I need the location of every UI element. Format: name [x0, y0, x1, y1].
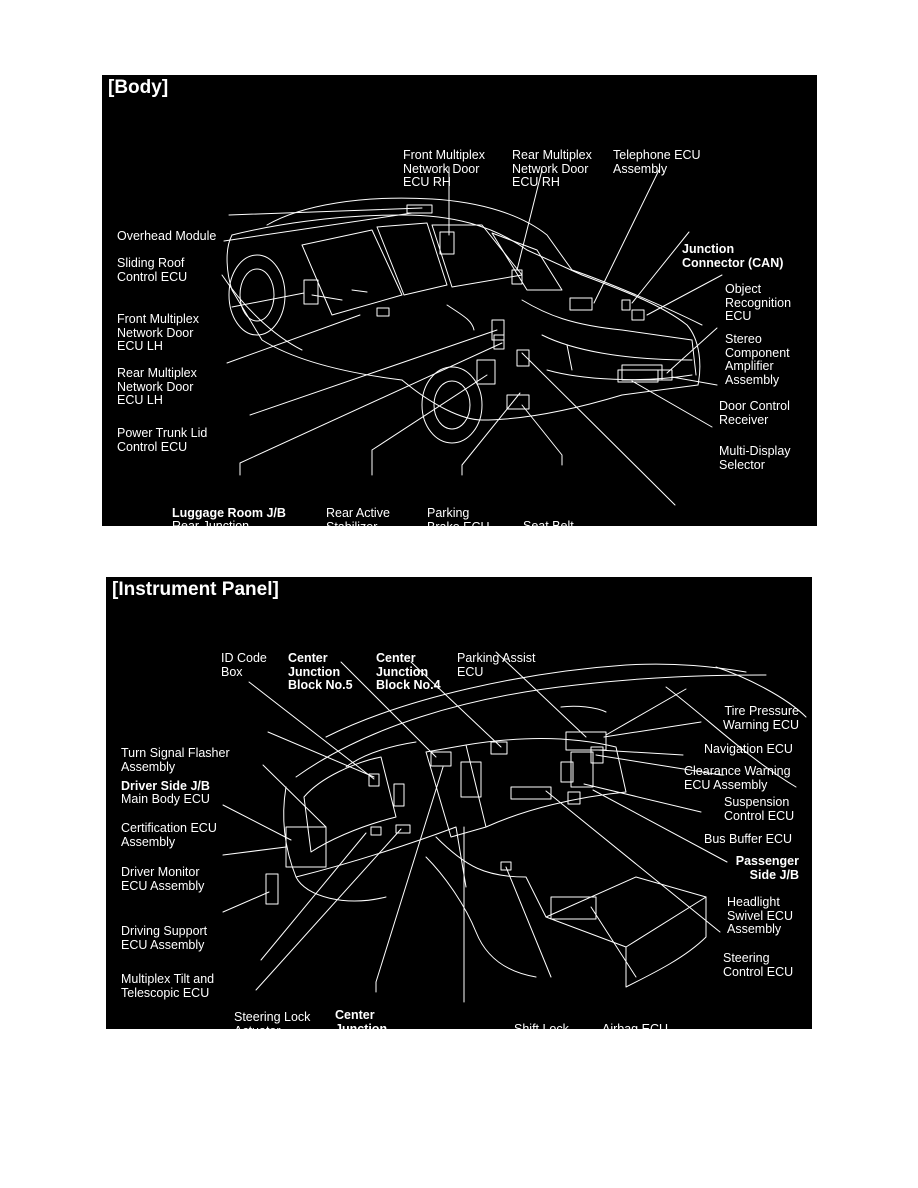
label-id-code-box: ID Code Box [221, 651, 267, 679]
label-certification-ecu: Certification ECU Assembly [121, 821, 217, 849]
label-parking-brake-ecu: Parking Brake ECU Assembly [427, 506, 490, 547]
label-clearance-warning-ecu: Clearance Warning ECU Assembly [684, 764, 791, 792]
label-rear-multiplex-door-ecu-lh: Rear Multiplex Network Door ECU LH [117, 366, 197, 407]
label-center-junction-block-no5: Center Junction Block No.5 [288, 651, 353, 692]
label-driver-side-jb: Driver Side J/B [121, 779, 210, 793]
body-diagram-panel [102, 75, 817, 547]
instrument-panel-diagram [106, 577, 812, 1051]
label-steering-lock-actuator: Steering Lock Actuator Assembly [234, 1010, 311, 1051]
label-bus-buffer-ecu: Bus Buffer ECU [704, 832, 793, 846]
label-stereo-component-amplifier: Stereo Component Amplifier Assembly [725, 332, 790, 387]
label-center-junction-block-no4: Center Junction Block No.4 [376, 651, 441, 692]
label-rear-multiplex-door-ecu-rh: Rear Multiplex Network Door ECU RH [512, 148, 592, 189]
label-seat-belt-ecu: Seat Belt Control ECU [523, 519, 594, 547]
label-door-control-receiver: Door Control Receiver [719, 399, 790, 427]
label-rear-active-stabilizer-ecu: Rear Active Stabilizer Control ECU [326, 506, 397, 547]
label-driving-support-ecu: Driving Support ECU Assembly [121, 924, 208, 952]
label-ac-amplifier: A/C Amplifier [425, 1036, 498, 1050]
label-telephone-ecu: Telephone ECU Assembly [613, 148, 701, 176]
label-front-multiplex-door-ecu-lh: Front Multiplex Network Door ECU LH [117, 312, 199, 353]
label-junction-connector-can: Junction Connector (CAN) [682, 242, 784, 270]
label-center-junction-block-no3: Center Junction Block No.3 [335, 1008, 400, 1049]
label-suspension-control-ecu: Suspension Control ECU [724, 795, 795, 823]
label-passenger-side-jb: Passenger Side J/B [735, 854, 799, 882]
label-multi-display-selector: Multi-Display Selector [719, 444, 791, 472]
label-front-multiplex-door-ecu-rh: Front Multiplex Network Door ECU RH [403, 148, 485, 189]
label-rear-junction-block-ecu: Rear Junction Block ECU [172, 519, 250, 547]
body-panel-title: [Body] [108, 77, 169, 98]
label-object-recognition-ecu: Object Recognition ECU [725, 282, 792, 323]
label-steering-control-ecu: Steering Control ECU [723, 951, 794, 979]
label-navigation-ecu: Navigation ECU [704, 742, 793, 756]
label-seat-vibration-ecu: Seat Vibration ECU [617, 533, 726, 547]
label-parking-assist-ecu: Parking Assist ECU [457, 651, 536, 679]
label-airbag-ecu: Airbag ECU Assembly [602, 1022, 668, 1050]
label-tire-pressure-warning-ecu: Tire Pressure Warning ECU [723, 704, 799, 732]
label-turn-signal-flasher: Turn Signal Flasher Assembly [121, 746, 230, 774]
label-overhead-module: Overhead Module [117, 229, 217, 243]
label-shift-lock-control-ecu: Shift Lock Control ECU [514, 1022, 585, 1050]
instrument-panel-title: [Instrument Panel] [112, 579, 279, 600]
label-sliding-roof-ecu: Sliding Roof Control ECU [117, 256, 188, 284]
label-main-body-ecu: Main Body ECU [121, 792, 210, 806]
label-headlight-swivel-ecu: Headlight Swivel ECU Assembly [727, 895, 793, 936]
label-luggage-room-jb: Luggage Room J/B [172, 506, 286, 520]
label-driver-monitor-ecu: Driver Monitor ECU Assembly [121, 865, 205, 893]
label-power-trunk-lid-ecu: Power Trunk Lid Control ECU [117, 426, 208, 454]
label-multiplex-tilt-telescopic-ecu: Multiplex Tilt and Telescopic ECU [121, 972, 215, 1000]
